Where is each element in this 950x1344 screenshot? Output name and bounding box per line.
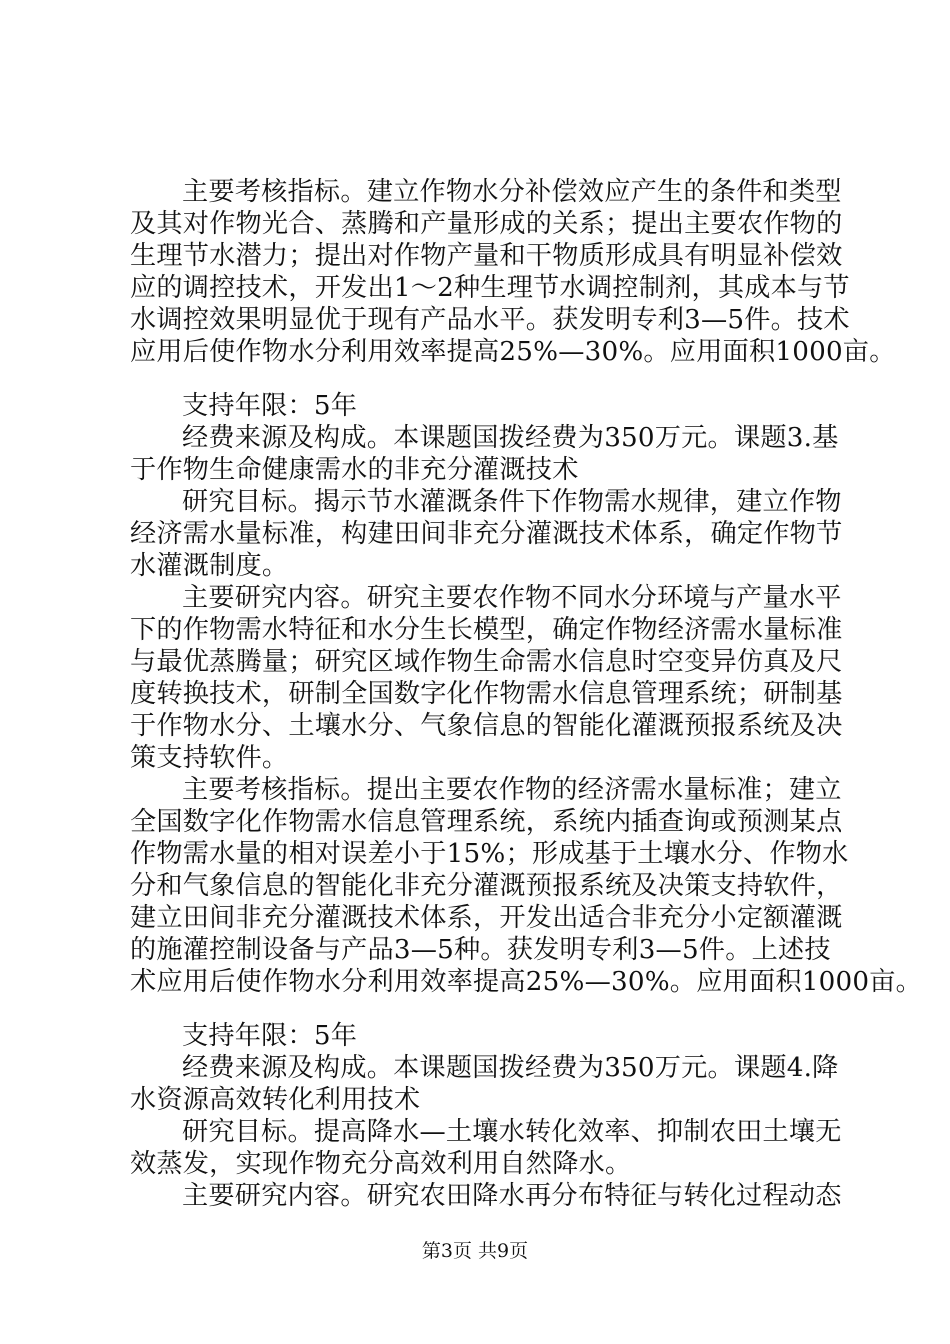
text-line: 经费来源及构成。本课题国拨经费为350万元。课题3.基 <box>182 423 839 453</box>
text-line: 研究目标。揭示节水灌溉条件下作物需水规律，建立作物 <box>182 487 842 517</box>
text-line: 主要考核指标。建立作物水分补偿效应产生的条件和类型 <box>182 177 842 207</box>
text-line: 与最优蒸腾量；研究区域作物生命需水信息时空变异仿真及尺 <box>130 647 843 677</box>
text-line: 研究目标。提高降水—土壤水转化效率、抑制农田土壤无 <box>182 1117 842 1147</box>
text-line: 水调控效果明显优于现有产品水平。获发明专利3—5件。技术 <box>130 305 850 335</box>
text-line: 于作物水分、土壤水分、气象信息的智能化灌溉预报系统及决 <box>130 711 843 741</box>
page-number-footer: 第3页 共9页 <box>421 1240 529 1262</box>
text-line: 于作物生命健康需水的非充分灌溉技术 <box>130 455 579 485</box>
text-line: 的施灌控制设备与产品3—5种。获发明专利3—5件。上述技 <box>130 935 831 965</box>
text-line: 全国数字化作物需水信息管理系统，系统内插查询或预测某点 <box>130 807 843 837</box>
text-line: 分和气象信息的智能化非充分灌溉预报系统及决策支持软件， <box>130 871 843 901</box>
text-line: 支持年限：5年 <box>182 1021 358 1051</box>
text-line: 生理节水潜力；提出对作物产量和干物质形成具有明显补偿效 <box>130 241 843 271</box>
text-line: 策支持软件。 <box>130 743 289 773</box>
text-line: 建立田间非充分灌溉技术体系，开发出适合非充分小定额灌溉 <box>130 903 843 933</box>
text-line: 作物需水量的相对误差小于15%；形成基于土壤水分、作物水 <box>130 839 849 869</box>
text-line: 效蒸发，实现作物充分高效利用自然降水。 <box>130 1149 632 1179</box>
text-line: 主要研究内容。研究农田降水再分布特征与转化过程动态 <box>182 1181 842 1211</box>
text-line: 经济需水量标准，构建田间非充分灌溉技术体系，确定作物节 <box>130 519 843 549</box>
text-line: 水灌溉制度。 <box>130 551 289 581</box>
text-line: 及其对作物光合、蒸腾和产量形成的关系；提出主要农作物的 <box>130 209 843 239</box>
text-line: 下的作物需水特征和水分生长模型，确定作物经济需水量标准 <box>130 615 843 645</box>
text-line: 主要考核指标。提出主要农作物的经济需水量标准；建立 <box>182 775 842 805</box>
text-line: 主要研究内容。研究主要农作物不同水分环境与产量水平 <box>182 583 842 613</box>
text-line: 应的调控技术，开发出1～2种生理节水调控制剂，其成本与节 <box>130 273 850 303</box>
text-line: 度转换技术，研制全国数字化作物需水信息管理系统；研制基 <box>130 679 843 709</box>
text-line: 术应用后使作物水分利用效率提高25%—30%。应用面积1000亩。 <box>130 967 922 997</box>
text-line: 应用后使作物水分利用效率提高25%—30%。应用面积1000亩。 <box>130 337 896 367</box>
text-line: 支持年限：5年 <box>182 391 358 421</box>
text-line: 经费来源及构成。本课题国拨经费为350万元。课题4.降 <box>182 1053 839 1083</box>
text-line: 水资源高效转化利用技术 <box>130 1085 421 1115</box>
